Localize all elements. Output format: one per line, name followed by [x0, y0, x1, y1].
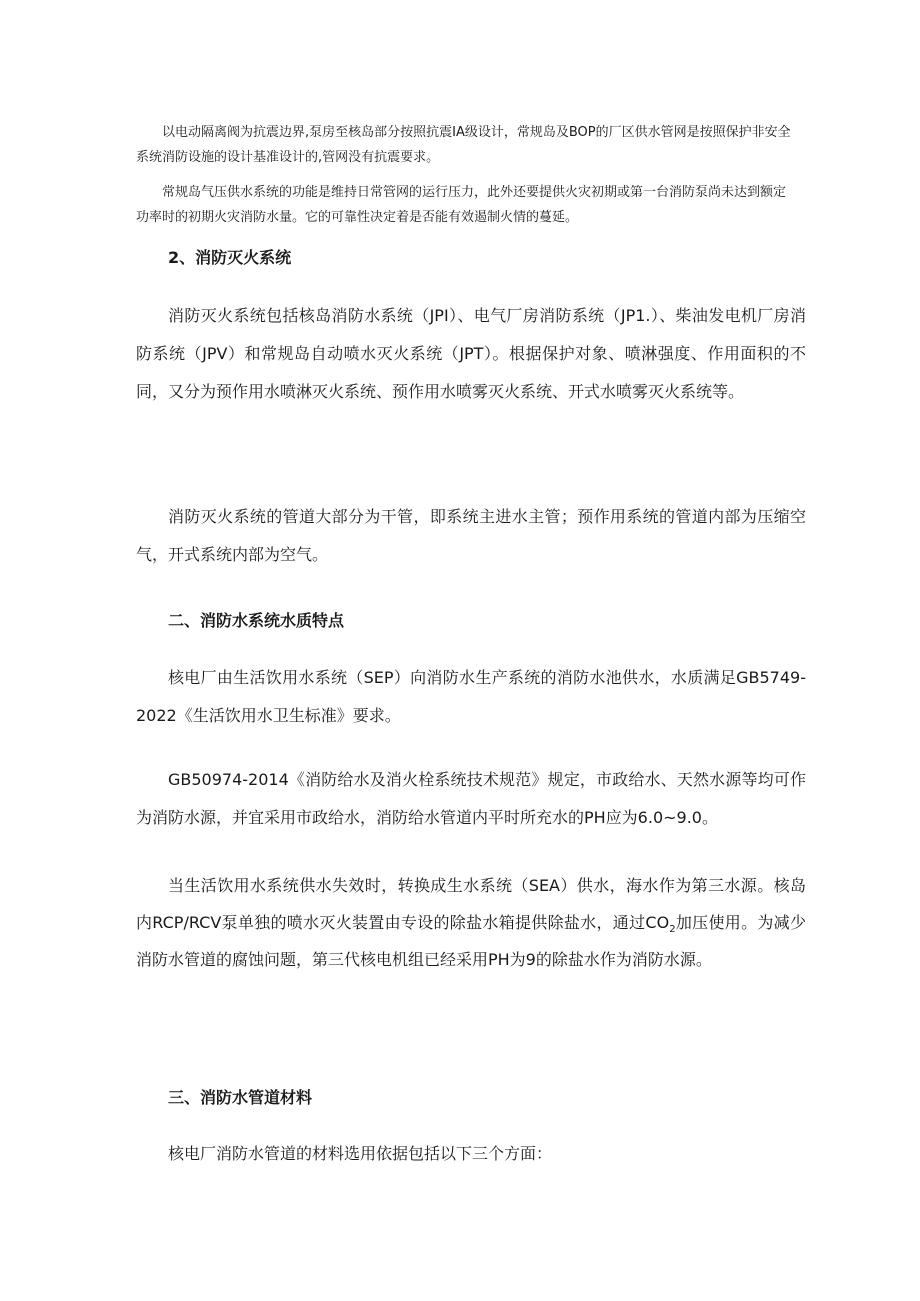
paragraph-sea-supply: [136, 867, 806, 978]
sea-supply-text-b: 加压使用。为减少消防水管道的腐蚀问题，第三代核电机组已经采用PH为9的除盐水作为消防水源。: [136, 913, 806, 969]
paragraph-gb50974: GB50974-2014《消防给水及消火栓系统技术规范》规定，市政给水、天然水源等均可作为消防水源，并宜采用市政给水，消防给水管道内平时所充水的PH应为6.0~9.0。: [136, 770, 806, 827]
paragraph-dry-pipe: 消防灭火系统的管道大部分为干管，即系统主进水主管；预作用系统的管道内部为压缩空气，开式系统内部为空气。: [136, 507, 806, 564]
sea-supply-text-a: 当生活饮用水系统供水失效时，转换成生水系统（SEA）供水，海水作为第三水源。核岛内RCP/RCV泵单独的喷水灭火装置由专设的除盐水箱提供除盐水，通过CO: [136, 876, 806, 932]
paragraph-pressure-supply: 常规岛气压供水系统的功能是维持日常管网的运行压力，此外还要提供火灾初期或第一台消防泵尚未达到额定功率时的初期火灾消防水量。它的可靠性决定着是否能有效遏制火情的蔓延。: [136, 185, 787, 225]
co2-subscript: 2: [669, 924, 676, 936]
paragraph-material-basis: 核电厂消防水管道的材料选用依据包括以下三个方面：: [168, 1144, 553, 1163]
heading-water-quality: 二、消防水系统水质特点: [168, 611, 345, 630]
paragraph-seismic-boundary: 以电动隔离阀为抗震边界,泵房至核岛部分按照抗震IA级设计，常规岛及BOP的厂区供水管网是按照保护非安全系统消防设施的设计基准设计的,管网没有抗震要求。: [136, 125, 791, 165]
heading-pipe-materials: 三、消防水管道材料: [168, 1088, 313, 1107]
paragraph-sep-supply: 核电厂由生活饮用水系统（SEP）向消防水生产系统的消防水池供水，水质满足GB5749-2022《生活饮用水卫生标准》要求。: [136, 668, 806, 725]
paragraph-extinguishing-systems-list: 消防灭火系统包括核岛消防水系统（JPI）、电气厂房消防系统（JP1.）、柴油发电机厂房消防系统（JPV）和常规岛自动喷水灭火系统（JPT）。根据保护对象、喷淋强度、作用面积的不同，又分为预作用水喷淋灭火系统、预作用水喷雾灭火系统、开式水喷雾灭火系统等。: [136, 306, 806, 401]
heading-fire-extinguishing-system: 2、消防灭火系统: [168, 248, 292, 267]
